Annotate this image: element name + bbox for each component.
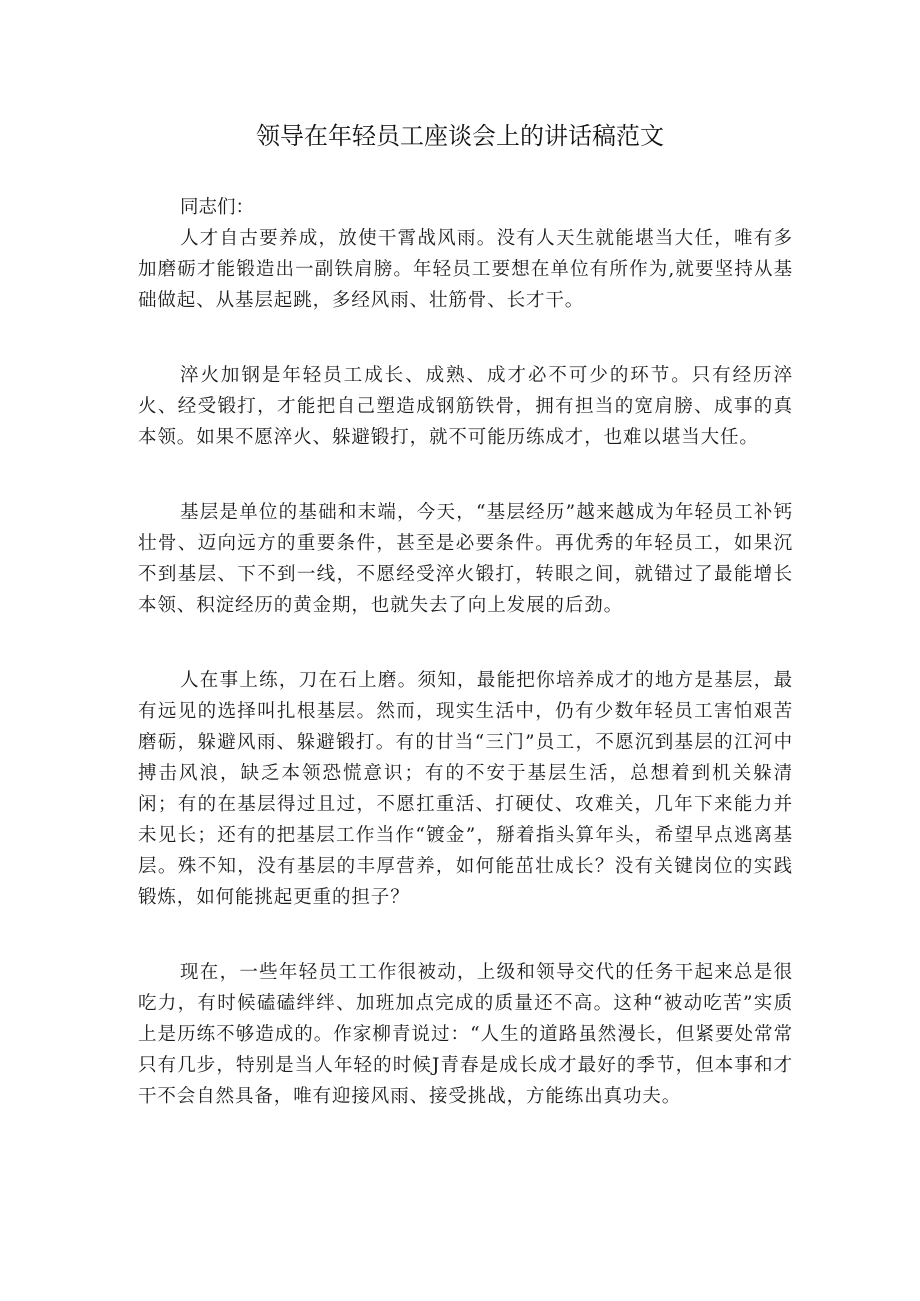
- paragraph-3: 基层是单位的基础和末端，今天，“基层经历”越来越成为年轻员工补钙壮骨、迈向远方的重要条件，甚至是必要条件。再优秀的年轻员工，如果沉不到基层、下不到一线，不愿经受淬火锻打，转眼之间，就错过了最能增长本领、积淀经历的黄金期，也就失去了向上发展的后劲。: [138, 502, 793, 616]
- document-title: 领导在年轻员工座谈会上的讲话稿范文: [256, 122, 664, 150]
- paragraph-1: 人才自古要养成，放使干霄战风雨。没有人天生就能堪当大任，唯有多加磨砺才能锻造出一副铁肩膀。年轻员工要想在单位有所作为,就要坚持从基础做起、从基层起跳，多经风雨、壮筋骨、长才干。: [138, 228, 793, 311]
- paragraph-5: 现在，一些年轻员工工作很被动，上级和领导交代的任务干起来总是很吃力，有时候磕磕绊绊、加班加点完成的质量还不高。这种“被动吃苦”实质上是历练不够造成的。作家柳青说过：“人生的道路虽然漫长，但紧要处常常只有几步，特别是当人年轻的时候J青春是成长成才最好的季节，但本事和才干不会自然具备，唯有迎接风雨、接受挑战，方能练出真功夫。: [138, 962, 793, 1107]
- document-body: [138, 192, 793, 1156]
- salutation: 同志们：: [180, 197, 255, 218]
- paragraph-4: 人在事上练，刀在石上磨。须知，最能把你培养成才的地方是基层，最有远见的选择叫扎根基层。然而，现实生活中，仍有少数年轻员工害怕艰苦磨砺，躲避风雨、躲避锻打。有的甘当“三门”员工，不愿沉到基层的江河中搏击风浪，缺乏本领恐慌意识；有的不安于基层生活，总想着到机关躲清闲；有的在基层得过且过，不愿扛重活、打硬仗、攻难关，几年下来能力并未见长；还有的把基层工作当作“镀金”，掰着指头算年头，希望早点逃离基层。殊不知，没有基层的丰厚营养，如何能茁壮成长？没有关键岗位的实践锻炼，如何能挑起更重的担子？: [138, 670, 793, 908]
- paragraph-2: 淬火加钢是年轻员工成长、成熟、成才必不可少的环节。只有经历淬火、经受锻打，才能把自己塑造成钢筋铁骨，拥有担当的宽肩膀、成事的真本领。如果不愿淬火、躲避锻打，就不可能历练成才，也难以堪当大任。: [138, 365, 793, 448]
